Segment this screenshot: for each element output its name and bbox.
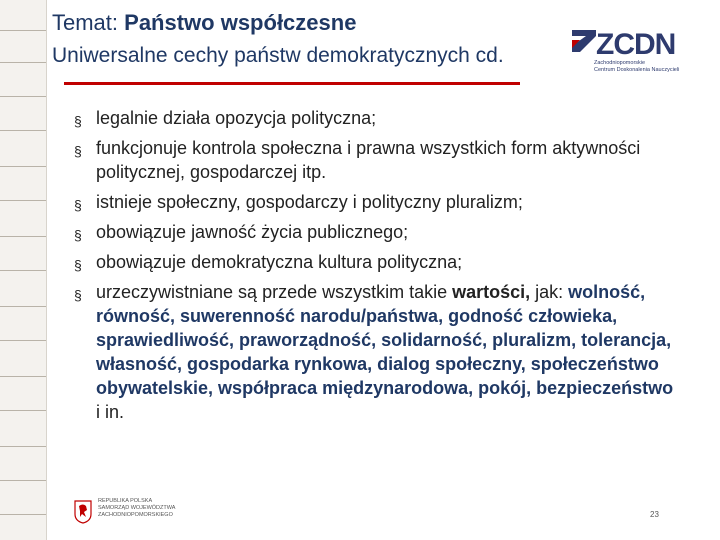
list-item-text: jak: [530,282,569,302]
list-item [74,250,674,274]
bullet-icon: § [74,287,82,303]
manuscript-strip [0,0,47,540]
zcdn-logo-icon [572,30,596,52]
zcdn-logo-text: ZCDN [596,28,676,61]
zcdn-logo-line1: Zachodniopomorskie [594,60,646,66]
bullet-icon: § [74,227,82,243]
footer-line1: REPUBLIKA POLSKA [98,498,153,504]
list-item [74,220,674,244]
footer-line2: SAMORZĄD WOJEWÓDZTWA [98,505,176,511]
list-item-text: obowiązuje demokratyczna kultura polityczna; [96,252,463,272]
list-item-text: legalnie działa opozycja polityczna; [96,108,377,128]
footer-logo [74,498,214,528]
list-item [74,106,674,130]
values-keyword: wartości, [452,282,531,302]
title-underline [64,82,520,85]
list-item-text: i in. [96,402,125,422]
list-item [74,190,674,214]
list-item-text: istnieje społeczny, gospodarczy i polityczny pluralizm; [96,192,523,212]
list-item-text: obowiązuje jawność życia publicznego; [96,222,409,242]
zcdn-logo-subtitle [594,60,684,74]
page-number: 23 [650,510,659,519]
page-subtitle: Uniwersalne cechy państw demokratycznych cd. [52,44,504,67]
title-prefix: Temat: [52,10,125,35]
bullet-icon: § [74,113,82,129]
bullet-icon: § [74,143,82,159]
list-item-text: funkcjonuje kontrola społeczna i prawna wszystkich form aktywności politycznej, gospodarczej itp. [96,138,641,182]
bullet-list [74,106,674,430]
bullet-icon: § [74,197,82,213]
griffin-crest-icon [74,500,92,524]
list-item-text: urzeczywistniane są przede wszystkim takie [96,282,453,302]
list-item [74,280,674,424]
footer-line3: ZACHODNIOPOMORSKIEGO [98,512,173,518]
page-title [52,10,356,36]
footer-text [98,498,175,519]
zcdn-logo-line2: Centrum Doskonalenia Nauczycieli [594,67,680,73]
list-item [74,136,674,184]
zcdn-logo [572,28,682,76]
title-topic: Państwo współczesne [124,10,357,35]
bullet-icon: § [74,257,82,273]
values-list: wolność, równość, suwerenność narodu/państwa, godność człowieka, sprawiedliwość, praworządność, solidarność, pluralizm, tolerancja, własność, gospodarka rynkowa, dialog społeczny, społeczeństwo obywatelskie, współpraca międzynarodowa, pokój, bezpieczeństwo [96,282,674,398]
